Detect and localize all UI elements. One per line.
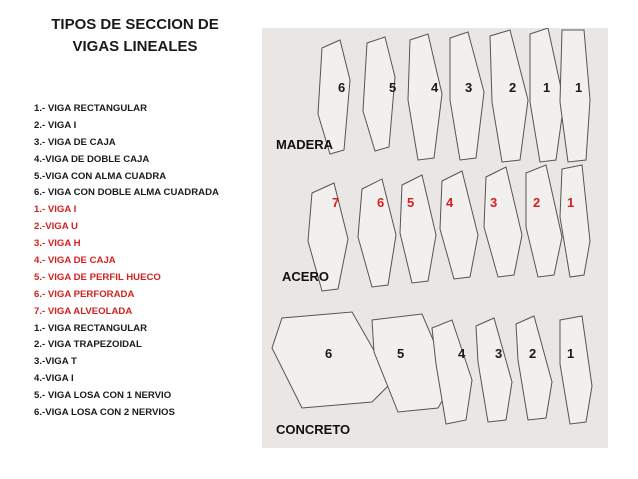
- section-label-concreto: CONCRETO: [276, 422, 351, 437]
- beam-number: 1: [543, 80, 551, 95]
- section-madera: [262, 28, 608, 168]
- beam-number: 3: [465, 80, 473, 95]
- beam-number: 6: [338, 80, 346, 95]
- beam-number: 7: [332, 195, 340, 210]
- beam-number: 4: [458, 346, 466, 361]
- beam-type-list: [34, 101, 219, 422]
- wood-beam-3: [450, 32, 484, 160]
- list-item: 4.-VIGA I: [34, 373, 74, 385]
- beam-number: 3: [490, 195, 498, 210]
- list-item: 1.- VIGA I: [34, 204, 77, 216]
- slide-title: [40, 14, 230, 58]
- list-item: 5.- VIGA DE PERFIL HUECO: [34, 271, 161, 283]
- list-item: 3.-VIGA T: [34, 356, 77, 368]
- steel-beam-4: [440, 171, 478, 279]
- beam-number: 4: [431, 80, 439, 95]
- section-label-madera: MADERA: [276, 137, 334, 152]
- wood-beam-4: [408, 34, 442, 160]
- steel-beam-1: [560, 165, 590, 277]
- list-item: 7.- VIGA ALVEOLADA: [34, 305, 133, 317]
- list-item: 2.- VIGA I: [34, 119, 77, 131]
- list-item: 2.- VIGA TRAPEZOIDAL: [34, 339, 142, 351]
- list-item: 4.-VIGA DE DOBLE CAJA: [34, 153, 150, 165]
- beam-number: 1: [567, 195, 575, 210]
- beam-number: 4: [446, 195, 454, 210]
- beam-number: 3: [495, 346, 503, 361]
- section-label-acero: ACERO: [282, 269, 329, 284]
- list-item: 6.- VIGA CON DOBLE ALMA CUADRADA: [34, 187, 219, 199]
- wood-beam-1b: [560, 30, 590, 162]
- steel-beam-2: [526, 165, 562, 277]
- beam-number: 5: [389, 80, 397, 95]
- section-acero: [262, 163, 608, 298]
- list-item: 6.- VIGA PERFORADA: [34, 288, 135, 300]
- beam-number: 6: [377, 195, 385, 210]
- beam-illustration: [262, 28, 608, 448]
- list-item: 1.- VIGA RECTANGULAR: [34, 103, 147, 114]
- list-item: 5.-VIGA CON ALMA CUADRA: [34, 170, 167, 182]
- concrete-beam-2: [516, 316, 552, 420]
- title-line-1: TIPOS DE SECCION DE: [51, 16, 219, 33]
- title-line-2: VIGAS LINEALES: [72, 38, 198, 55]
- list-item: 5.- VIGA LOSA CON 1 NERVIO: [34, 390, 172, 402]
- list-item: 3.- VIGA H: [34, 238, 81, 250]
- list-item: 4.- VIGA DE CAJA: [34, 255, 116, 267]
- beam-number: 2: [529, 346, 537, 361]
- wood-beam-2: [490, 30, 528, 162]
- list-item: 6.-VIGA LOSA CON 2 NERVIOS: [34, 407, 175, 419]
- list-item: 1.- VIGA RECTANGULAR: [34, 322, 147, 334]
- section-concreto: [262, 298, 608, 448]
- steel-beam-5: [400, 175, 436, 283]
- list-item: 3.- VIGA DE CAJA: [34, 136, 116, 148]
- beam-number: 6: [325, 346, 333, 361]
- concrete-beam-3: [476, 318, 512, 422]
- beam-number: 5: [397, 346, 405, 361]
- concrete-beam-1: [560, 316, 592, 424]
- steel-beam-3: [484, 167, 522, 277]
- beam-number: 2: [533, 195, 541, 210]
- wood-beam-1a: [530, 28, 564, 162]
- beam-number: 1: [567, 346, 575, 361]
- beam-number: 5: [407, 195, 415, 210]
- beam-number: 1: [575, 80, 583, 95]
- list-item: 2.-VIGA U: [34, 221, 78, 233]
- beam-number: 2: [509, 80, 517, 95]
